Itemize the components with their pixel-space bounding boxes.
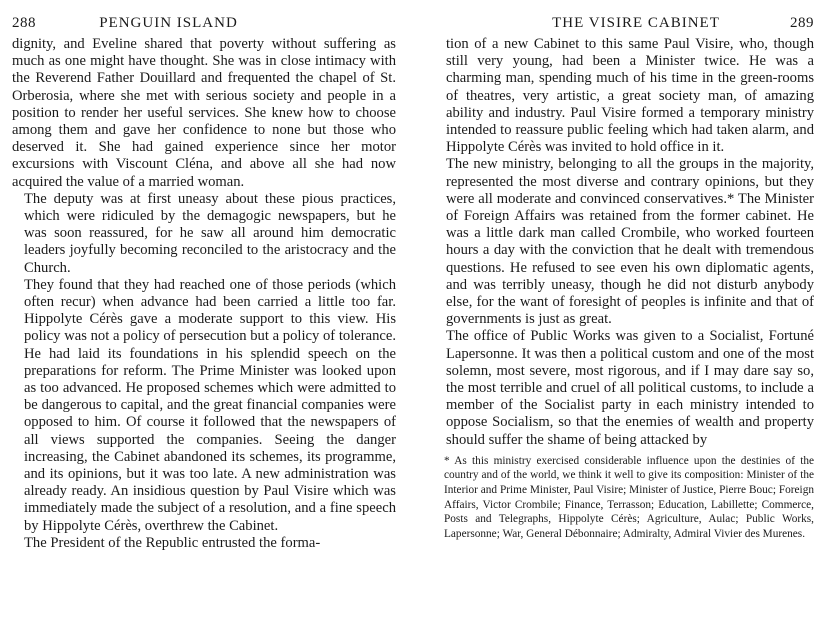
left-paragraph-2: The deputy was at first uneasy about these pious practices, which were ridiculed by the demagogic newspapers, but he was soon reassured, for he saw all around him democratic leaders joyfully becoming reconciled to the aristocracy and the Church. — [24, 190, 396, 276]
left-page-body — [12, 36, 396, 552]
footnote-text: * As this ministry exercised considerable influence upon the destinies of the country and of the world, we think it well to give its composition: Minister of the Interior and Prime Minister, Paul Visire; Minister of Justice, Pierre Bouc; Foreign Affairs, Victor Crombile; Finance, Terrasson; Education, Labillette; Commerce, Posts and Telegraphs, Hippolyte Cérès; Agriculture, Aulac; Public Works, Lapersonne; War, General Débonnaire; Admiralty, Admiral Vivier des Murenes. — [444, 454, 814, 540]
left-running-head: PENGUIN ISLAND — [99, 15, 238, 31]
left-paragraph-3: They found that they had reached one of those periods (which often recur) when advance had been carried a little too far. Hippolyte Cérès gave a moderate support to this view. His policy was not a policy of persecution but a policy of tolerance. He had laid its foundations in his splendid speech on the preparations for reform. The Prime Minister was looked upon as too advanced. He proposed schemes which were admitted to be dangerous to capital, and the great financial companies were opposed to him. Of course it followed that the newspapers of all views supported the companies. Seeing the danger increasing, the Cabinet abandoned its schemes, its programme, and its opinions, but it was too late. A new administration was already ready. An insidious question by Paul Visire which was immediately made the subject of a resolution, and a fine speech by Hippolyte Cérès, overthrew the Cabinet. — [24, 276, 396, 534]
left-paragraph-4: The President of the Republic entrusted the forma- — [24, 534, 321, 551]
right-page-header — [434, 15, 814, 32]
left-page-header — [12, 15, 396, 32]
right-paragraph-2: The new ministry, belonging to all the groups in the majority, represented the most diverse and contrary opinions, but they were all moderate and convinced conservatives.* The Minister of Foreign Affairs was retained from the former cabinet. He was a little dark man called Crombile, who worked fourteen hours a day with the conviction that he dealt with tremendous questions. He refused to see even his own diplomatic agents, and was terribly uneasy, though he did not disturb anybody else, for the want of foresight of peoples is infinite and that of governments is just as great. — [446, 156, 814, 328]
right-paragraph-1: tion of a new Cabinet to this same Paul Visire, who, though still very young, had been a Minister twice. He was a charming man, spending much of his time in the green-rooms of theatres, very artistic, a great society man, of amazing ability and industry. Paul Visire formed a temporary ministry intended to reassure public feeling which had taken alarm, and Hippolyte Cérès was invited to hold office in it. — [446, 36, 814, 156]
left-page — [0, 0, 414, 552]
left-paragraph-1: dignity, and Eveline shared that poverty without suffering as much as one might have thought. She was in close intimacy with the Reverend Father Douillard and frequented the chapel of St. Orberosia, where she met with serious society and people in a position to render her useful services. She knew how to choose among them and gave her confidence to none but those who deserved it. She had gained experience since her motor excursions with Viscount Cléna, and above all she had now acquired the value of a married woman. — [12, 36, 396, 190]
right-page-number: 289 — [790, 15, 814, 31]
right-running-head: THE VISIRE CABINET — [552, 15, 720, 31]
right-paragraph-3: The office of Public Works was given to a Socialist, Fortuné Lapersonne. It was then a political custom and one of the most solemn, most severe, most rigorous, and if I may dare say so, the most terrible and cruel of all political customs, to include a member of the Socialist party in each ministry intended to oppose Socialism, so that the enemies of wealth and property should suffer the shame of being attacked by — [446, 328, 814, 448]
right-page-body — [434, 36, 814, 449]
left-page-number: 288 — [12, 15, 36, 31]
right-page — [414, 0, 828, 541]
footnote — [434, 454, 814, 542]
